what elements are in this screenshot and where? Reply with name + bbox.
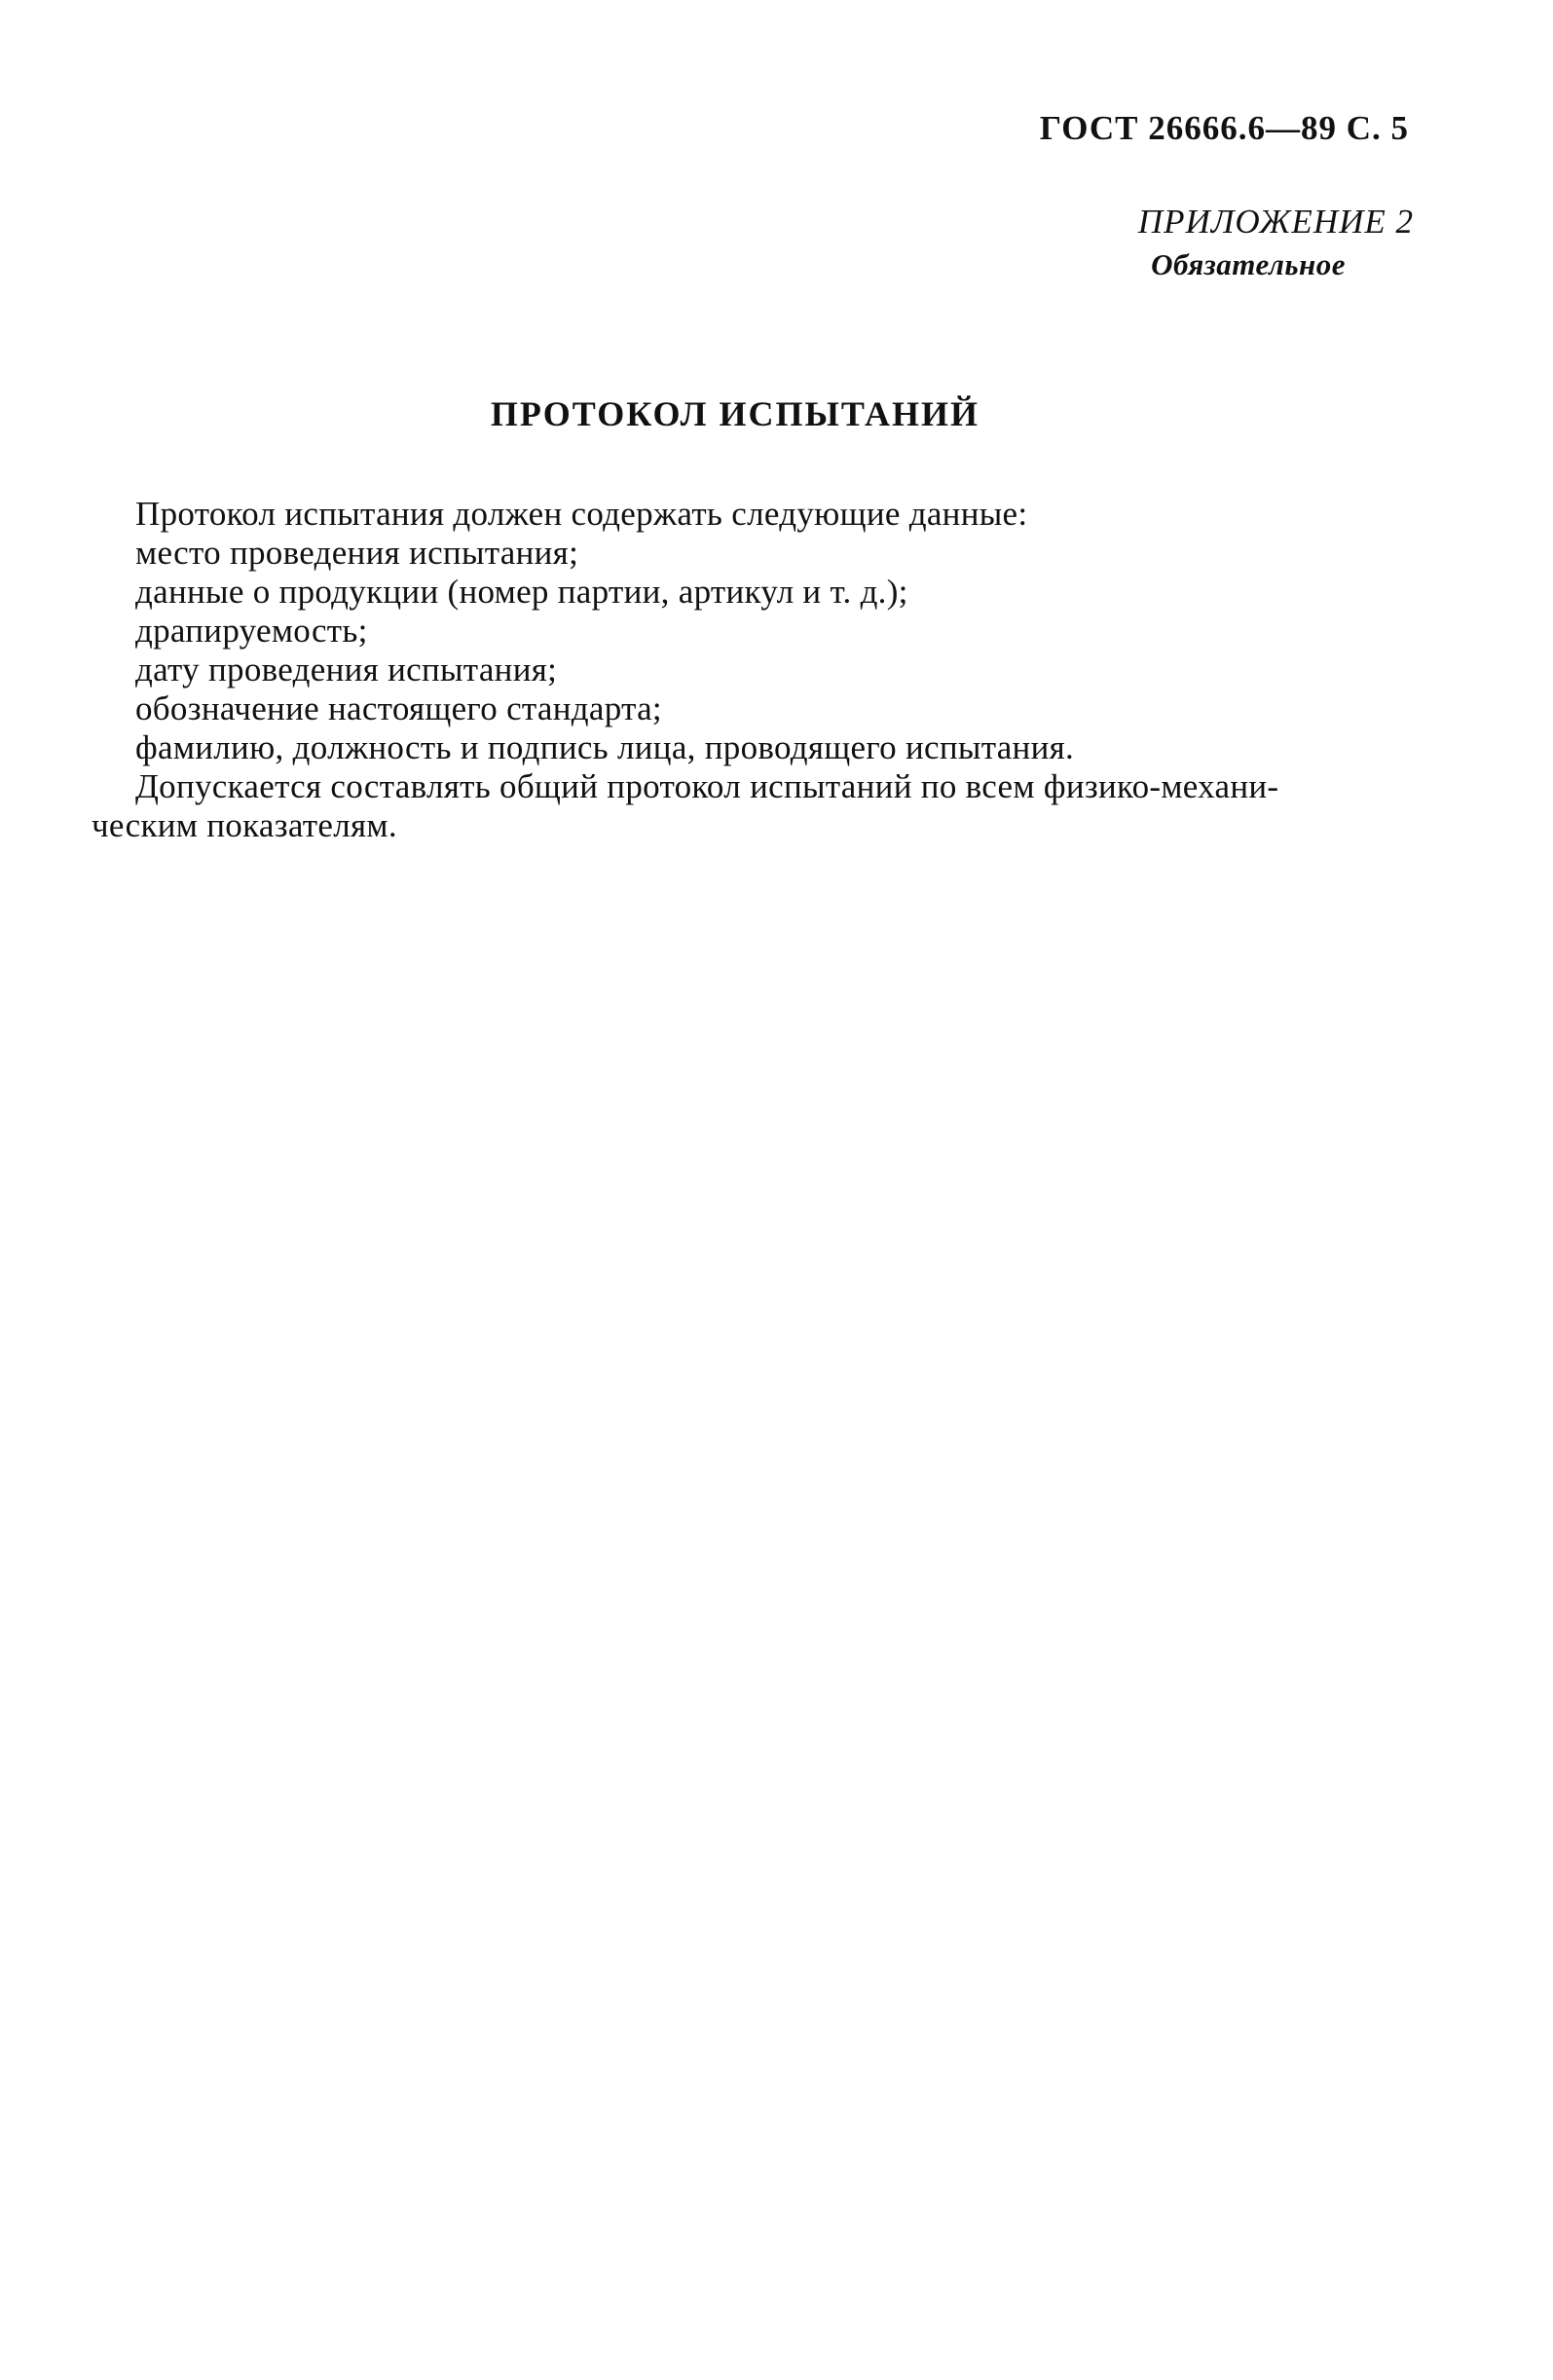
- list-item: драпируемость;: [135, 612, 368, 650]
- appendix-block: [1138, 203, 1414, 282]
- appendix-kind: Обязательное: [1151, 247, 1346, 281]
- page-title: ПРОТОКОЛ ИСПЫТАНИЙ: [490, 394, 980, 433]
- note-paragraph-line2: ческим показателям.: [92, 806, 397, 844]
- list-item: дату проведения испытания;: [135, 651, 558, 688]
- body-text: [92, 495, 1435, 845]
- appendix-label: ПРИЛОЖЕНИЕ 2: [1137, 203, 1414, 241]
- list-item: фамилию, должность и подпись лица, проводящего испытания.: [135, 728, 1075, 766]
- standard-reference: ГОСТ 26666.6—89 С. 5: [1039, 109, 1409, 147]
- list-item: обозначение настоящего стандарта;: [135, 689, 662, 727]
- list-item: данные о продукции (номер партии, артикул и т. д.);: [135, 573, 908, 611]
- note-paragraph-line1: Допускается составлять общий протокол испытаний по всем физико-механи-: [135, 767, 1279, 805]
- list-item: место проведения испытания;: [135, 534, 579, 572]
- intro-paragraph: Протокол испытания должен содержать следующие данные:: [135, 495, 1028, 533]
